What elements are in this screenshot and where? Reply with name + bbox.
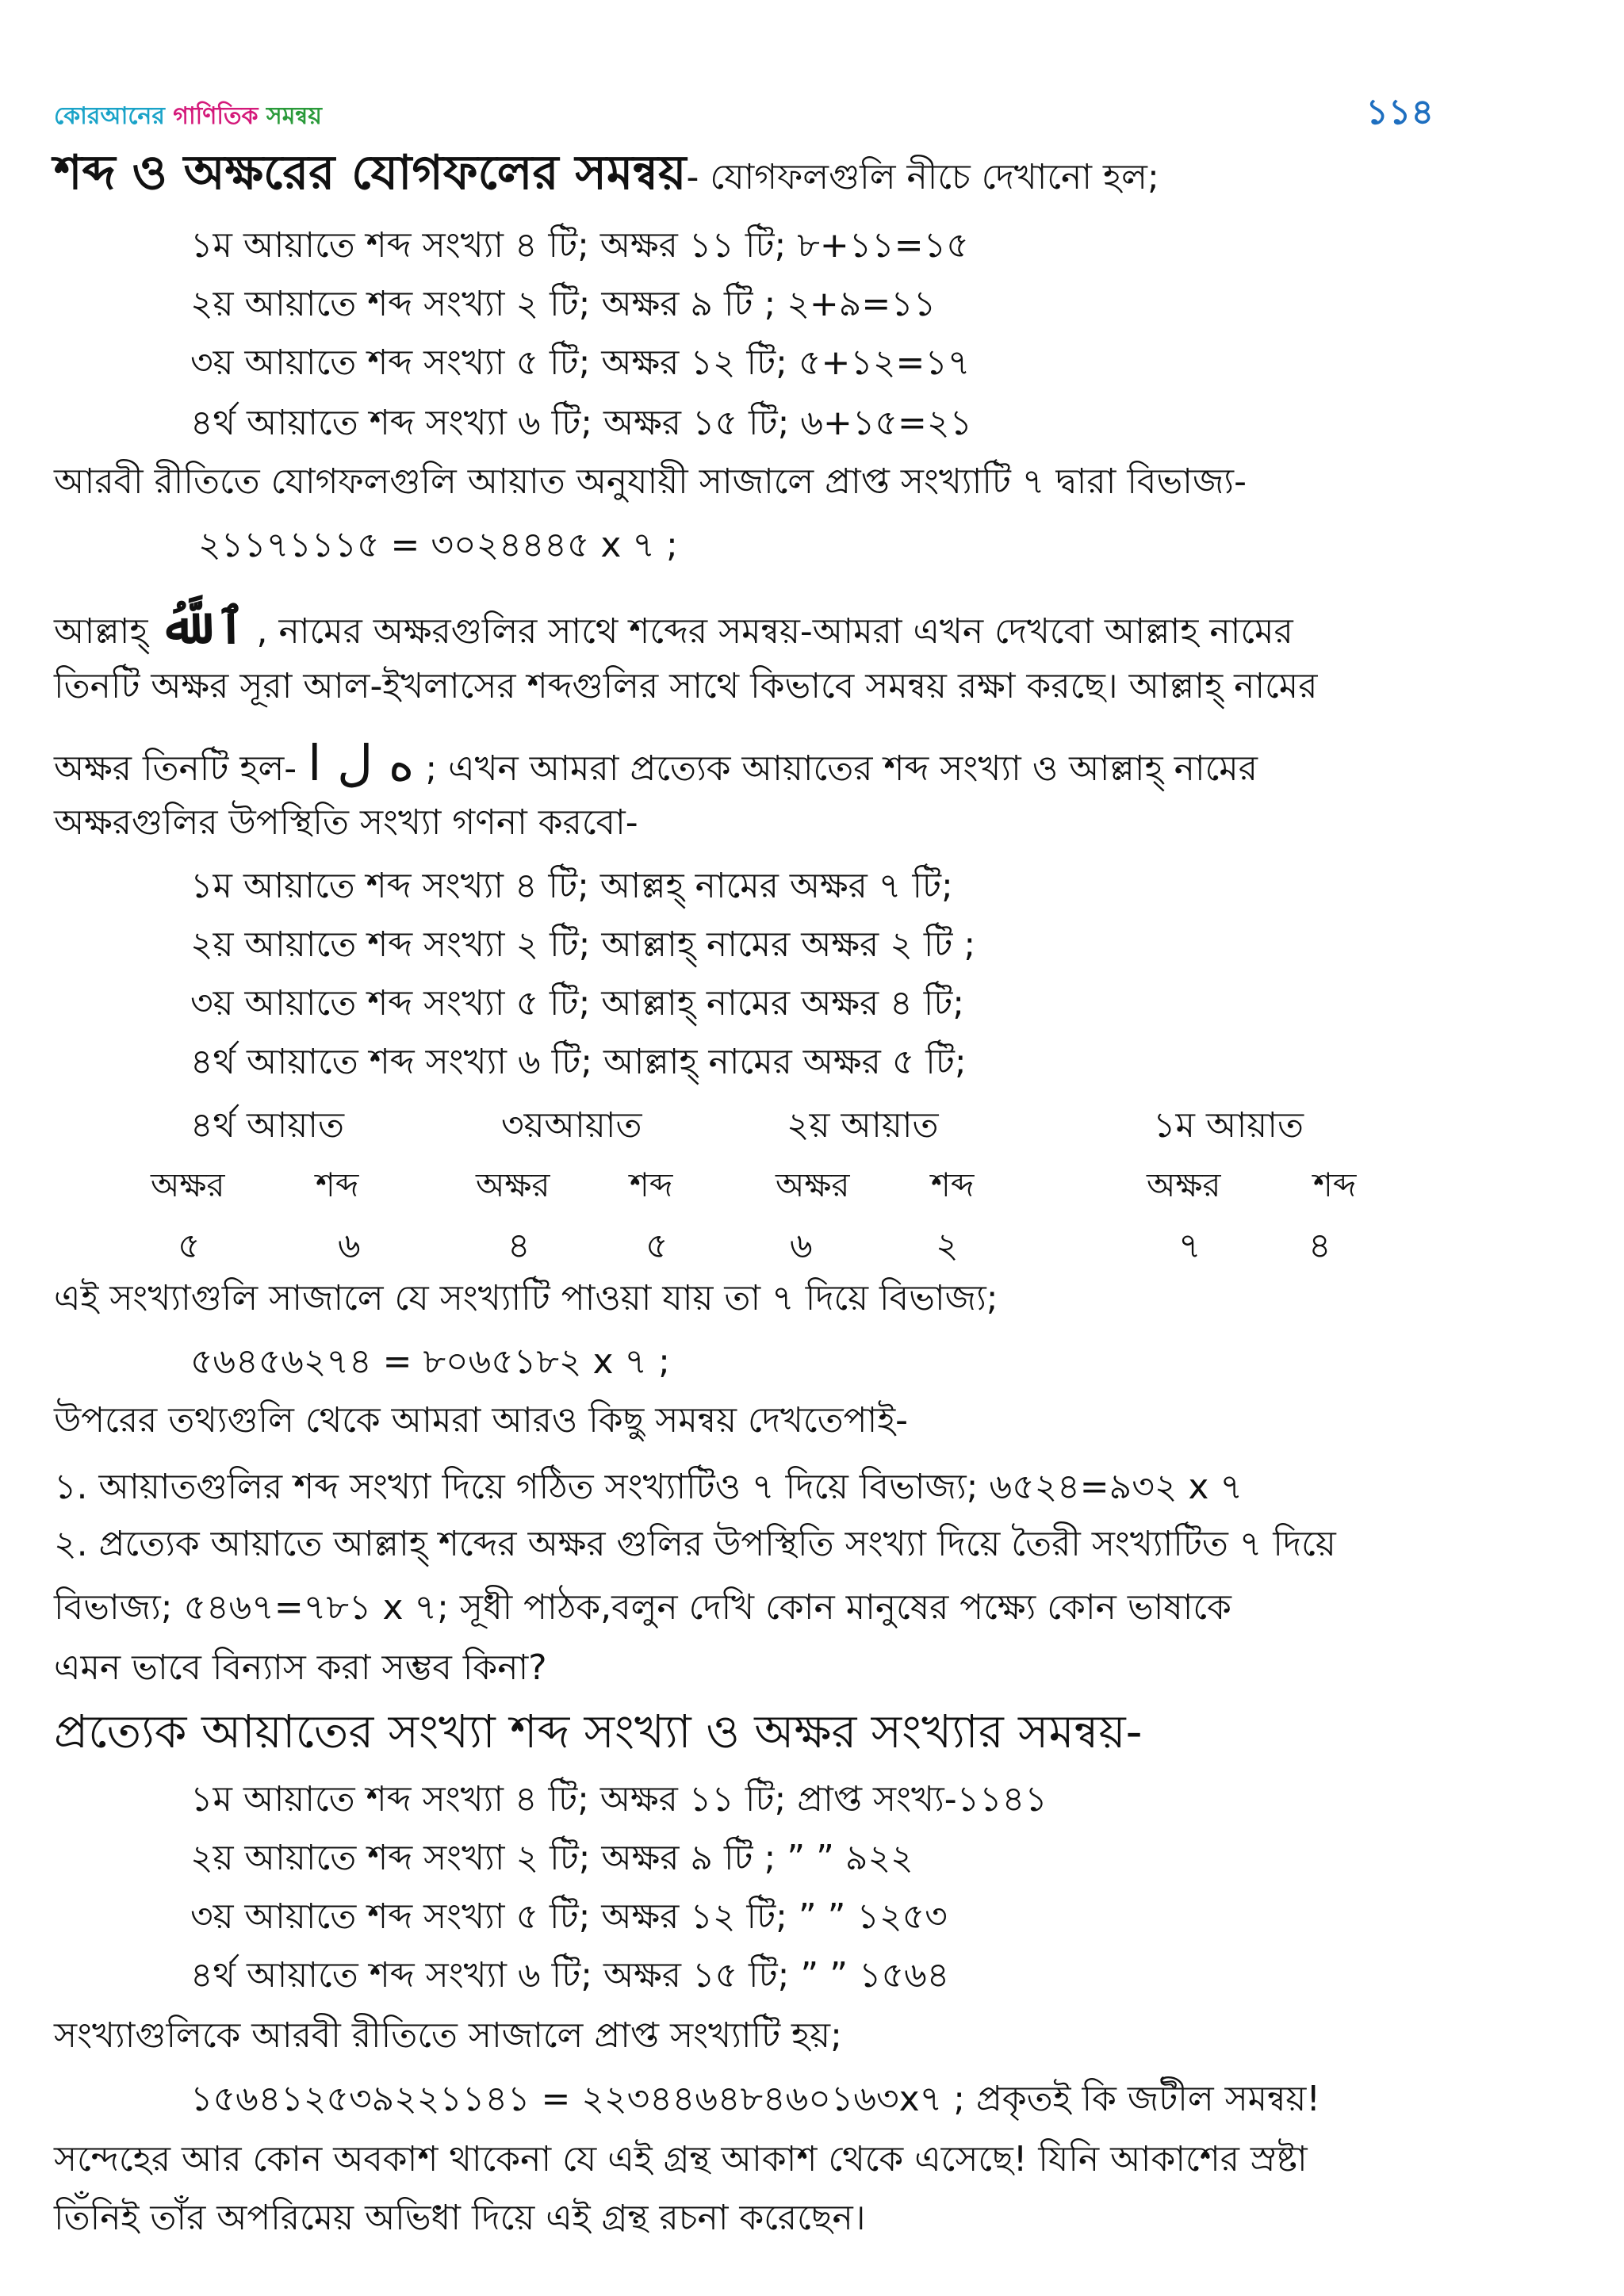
section3-equation: ৫৬৪৫৬২৭৪ = ৮০৬৫১৮২ x ৭ ;	[190, 1341, 670, 1382]
section2-para-3	[54, 734, 1258, 792]
section4-para-1: সংখ্যাগুলিকে আরবী রীতিতে সাজালে প্রাপ্ত সংখ্যাটি হয়;	[54, 2015, 842, 2056]
header-title-part1: কোরআনের	[54, 102, 165, 130]
ayat-header-4: ৪র্থ আয়াত	[190, 1105, 345, 1146]
header-title-part2: গাণিতিক	[173, 102, 259, 130]
section2-para-3-start: অক্ষর তিনটি হল-	[54, 748, 297, 789]
section3-point-2b: বিভাজ্য; ৫৪৬৭=৭৮১ x ৭; সূধী পাঠক,বলুন দেখি কোন মানুষের পক্ষ্যে কোন ভাষাকে	[54, 1587, 1231, 1628]
sub-header-5: অক্ষর	[776, 1165, 850, 1204]
section3-para-1: এই সংখ্যাগুলি সাজালে যে সংখ্যাটি পাওয়া যায় তা ৭ দিয়ে বিভাজ্য;	[54, 1278, 998, 1318]
section3-point-2a: ২. প্রত্যেক আয়াতে আল্লাহ্ শব্দের অক্ষর গুলির উপস্থিতি সংখ্যা দিয়ে তৈরী সংখ্যাটিত ৭ দিয়ে	[54, 1524, 1336, 1564]
section4-para-2: সন্দেহের আর কোন অবকাশ থাকেনা যে এই গ্রন্থ আকাশ থেকে এসেছে! যিনি আকাশের স্রষ্টা	[54, 2139, 1308, 2179]
sub-header-6: শব্দ	[931, 1165, 975, 1204]
running-header-title	[54, 97, 322, 137]
table-value-2: ৬	[338, 1226, 361, 1266]
sub-header-4: শব্দ	[630, 1165, 673, 1204]
allah-label: আল্লাহ্	[54, 611, 148, 652]
section1-note: আরবী রীতিতে যোগফলগুলি আয়াত অনুযায়ী সাজালে প্রাপ্ত সংখ্যাটি ৭ দ্বারা বিভাজ্য-	[54, 461, 1247, 502]
section2-para-2: তিনটি অক্ষর সূরা আল-ইখলাসের শব্দগুলির সাথে কিভাবে সমন্বয় রক্ষা করছে। আল্লাহ্ নামের	[54, 666, 1318, 706]
section1-line-1: ১ম আয়াতে শব্দ সংখ্যা ৪ টি; অক্ষর ১১ টি; ৮+১১=১৫	[190, 225, 969, 266]
table-value-8: ৪	[1308, 1226, 1331, 1266]
ayat-header-1: ১ম আয়াত	[1153, 1105, 1304, 1146]
sub-header-2: শব্দ	[316, 1165, 359, 1204]
section2-line-4: ৪র্থ আয়াতে শব্দ সংখ্যা ৬ টি; আল্লাহ্ নামের অক্ষর ৫ টি;	[190, 1042, 967, 1082]
allah-arabic: ٱللَّهُ	[159, 597, 246, 655]
page-number: ১১৪	[1365, 92, 1434, 132]
section2-line-3: ৩য় আয়াতে শব্দ সংখ্যা ৫ টি; আল্লাহ্ নামের অক্ষর ৪ টি;	[190, 983, 965, 1024]
section4-line-3: ৩য় আয়াতে শব্দ সংখ্যা ৫ টি; অক্ষর ১২ টি; ” ” ১২৫৩	[190, 1896, 948, 1937]
sub-header-8: শব্দ	[1313, 1165, 1357, 1204]
section3-point-1: ১. আয়াতগুলির শব্দ সংখ্যা দিয়ে গঠিত সংখ্যাটিও ৭ দিয়ে বিভাজ্য; ৬৫২৪=৯৩২ x ৭	[54, 1467, 1243, 1507]
section1-heading	[54, 145, 1159, 201]
table-value-4: ৫	[645, 1226, 668, 1266]
section4-line-1: ১ম আয়াতে শব্দ সংখ্যা ৪ টি; অক্ষর ১১ টি; প্রাপ্ত সংখ্য-১১৪১	[190, 1779, 1048, 1820]
table-value-3: ৪	[508, 1226, 530, 1266]
section3-para-2: উপরের তথ্যগুলি থেকে আমরা আরও কিছু সমন্বয় দেখতেপাই-	[54, 1400, 908, 1441]
section1-equation: ২১১৭১১১৫ = ৩০২৪৪৪৫ x ৭ ;	[198, 525, 678, 565]
section2-para-4: অক্ষরগুলির উপস্থিতি সংখ্যা গণনা করবো-	[54, 802, 638, 843]
section2-line-1: ১ম আয়াতে শব্দ সংখ্যা ৪ টি; আল্লহ্ নামের অক্ষর ৭ টি;	[190, 866, 953, 906]
section4-heading: প্রত্যেক আয়াতের সংখ্যা শব্দ সংখ্যা ও অক্ষর সংখ্যার সমন্বয়-	[54, 1705, 1143, 1758]
section4-line-4: ৪র্থ আয়াতে শব্দ সংখ্যা ৬ টি; অক্ষর ১৫ টি; ” ” ১৫৬৪	[190, 1955, 950, 1996]
table-value-5: ৬	[790, 1226, 813, 1266]
table-value-6: ২	[936, 1226, 959, 1266]
sub-header-3: অক্ষর	[476, 1165, 550, 1204]
section1-line-2: ২য় আয়াতে শব্দ সংখ্যা ২ টি; অক্ষর ৯ টি ; ২+৯=১১	[190, 284, 936, 324]
section1-heading-text: শব্দ ও অক্ষরের যোগফলের সমন্বয়	[54, 145, 687, 201]
allah-letters: ه ل ا	[308, 734, 415, 792]
section2-line-2: ২য় আয়াতে শব্দ সংখ্যা ২ টি; আল্লাহ্ নামের অক্ষর ২ টি ;	[190, 924, 976, 965]
section4-equation: ১৫৬৪১২৫৩৯২২১১৪১ = ২২৩৪৪৬৪৮৪৬০১৬৩x৭ ; প্রকৃতই কি জটীল সমন্বয়!	[190, 2079, 1320, 2119]
section1-line-4: ৪র্থ আয়াতে শব্দ সংখ্যা ৬ টি; অক্ষর ১৫ টি; ৬+১৫=২১	[190, 403, 973, 443]
ayat-header-3: ৩য়আয়াত	[501, 1105, 642, 1146]
table-value-7: ৭	[1178, 1226, 1201, 1266]
section4-para-3: তিঁনিই তাঁর অপরিমেয় অভিধা দিয়ে এই গ্রন্থ রচনা করেছেন।	[54, 2198, 866, 2238]
sub-header-7: অক্ষর	[1147, 1165, 1221, 1204]
ayat-header-2: ২য় আয়াত	[787, 1105, 939, 1146]
section2-para-1-rest: , নামের অক্ষরগুলির সাথে শব্দের সমন্বয়-আমরা এখন দেখবো আল্লাহ নামের	[256, 611, 1293, 652]
section2-para-3-rest: ; এখন আমরা প্রত্যেক আয়াতের শব্দ সংখ্যা ও আল্লাহ্ নামের	[425, 748, 1258, 789]
section2-para-1	[54, 597, 1293, 655]
sub-header-1: অক্ষর	[151, 1165, 225, 1204]
section4-line-2: ২য় আয়াতে শব্দ সংখ্যা ২ টি; অক্ষর ৯ টি ; ” ” ৯২২	[190, 1838, 914, 1878]
section1-line-3: ৩য় আয়াতে শব্দ সংখ্যা ৫ টি; অক্ষর ১২ টি; ৫+১২=১৭	[190, 342, 971, 383]
section3-point-2c: এমন ভাবে বিন্যাস করা সম্ভব কিনা?	[54, 1647, 547, 1688]
section1-heading-tail: - যোগফলগুলি নীচে দেখানো হল;	[686, 157, 1159, 197]
table-value-1: ৫	[178, 1226, 201, 1266]
header-title-part3: সমন্বয়	[266, 102, 322, 130]
